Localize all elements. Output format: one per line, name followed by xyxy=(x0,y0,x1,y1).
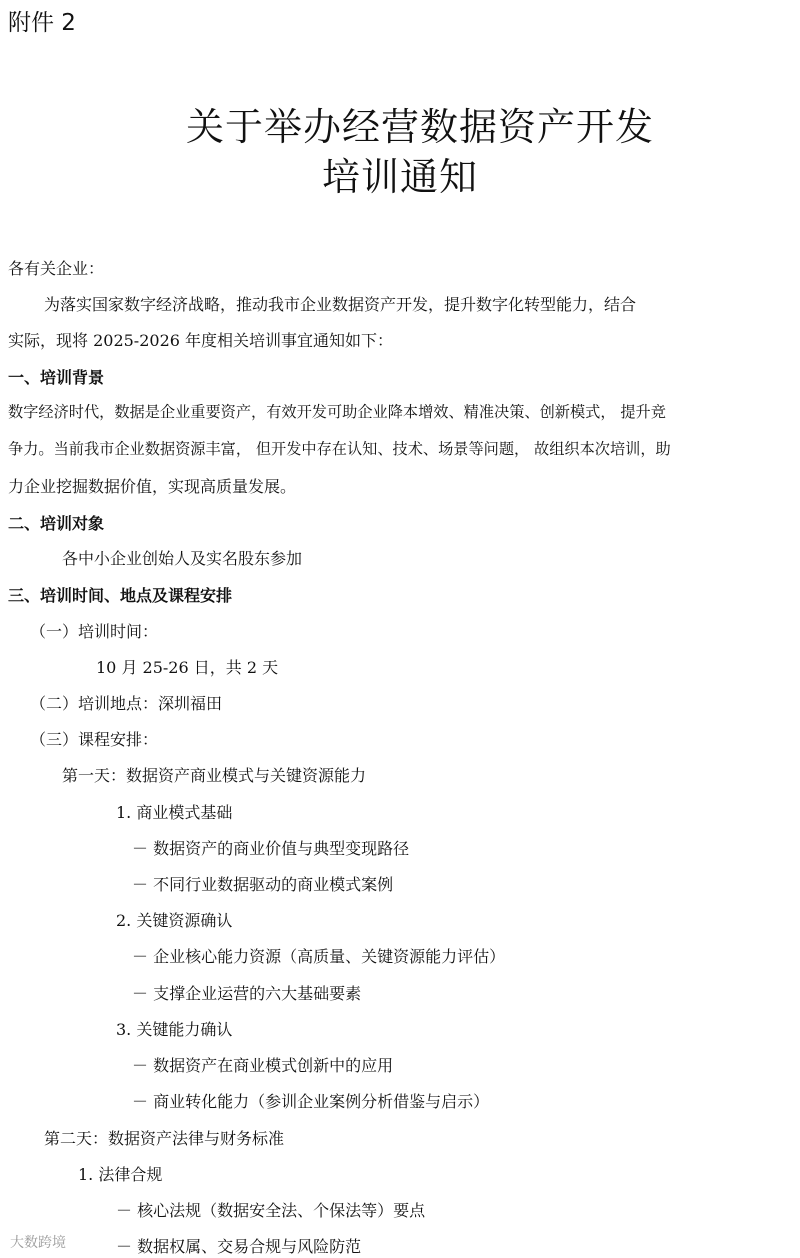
schedule-label: （三）课程安排： xyxy=(30,730,159,749)
watermark: 大数跨境 xyxy=(10,1235,66,1251)
day2-title: 第二天：数据资产法律与财务标准 xyxy=(44,1129,285,1148)
intro-line-2: 实际，现将 2025-2026 年度相关培训事宜通知如下： xyxy=(8,331,394,350)
section1-heading: 一、培训背景 xyxy=(8,368,105,387)
day1-item1: 1. 商业模式基础 xyxy=(116,803,233,822)
section1-line-2: 争力。当前我市企业数据资源丰富， 但开发中存在认知、技术、场景等问题， 故组织本次培训，助 xyxy=(8,440,671,458)
day1-title: 第一天：数据资产商业模式与关键资源能力 xyxy=(62,766,367,785)
day2-item1-point-b: － 数据权属、交易合规与风险防范 xyxy=(116,1237,362,1256)
attachment-label: 附件 2 xyxy=(8,10,76,36)
day1-item2-point-b: － 支撑企业运营的六大基础要素 xyxy=(132,984,362,1003)
section1-line-1: 数字经济时代，数据是企业重要资产，有效开发可助企业降本增效、精准决策、创新模式， 提升竞 xyxy=(8,403,666,421)
section1-line-3: 力企业挖掘数据价值，实现高质量发展。 xyxy=(8,477,297,496)
section3-heading: 三、培训时间、地点及课程安排 xyxy=(8,586,233,605)
section2-content: 各中小企业创始人及实名股东参加 xyxy=(62,549,303,568)
training-place: （二）培训地点：深圳福田 xyxy=(30,694,223,713)
day1-item3-point-a: － 数据资产在商业模式创新中的应用 xyxy=(132,1056,394,1075)
day1-item3-point-b: － 商业转化能力（参训企业案例分析借鉴与启示） xyxy=(132,1092,490,1111)
day2-item1-point-a: － 核心法规（数据安全法、个保法等）要点 xyxy=(116,1201,426,1220)
day1-item3: 3. 关键能力确认 xyxy=(116,1020,233,1039)
intro-line-1: 为落实国家数字经济战略，推动我市企业数据资产开发，提升数字化转型能力，结合 xyxy=(44,295,637,314)
day2-item1: 1. 法律合规 xyxy=(78,1165,163,1184)
day1-item2: 2. 关键资源确认 xyxy=(116,911,233,930)
day1-item2-point-a: － 企业核心能力资源（高质量、关键资源能力评估） xyxy=(132,947,506,966)
training-time-value: 10 月 25-26 日，共 2 天 xyxy=(96,658,279,677)
day1-item1-point-a: － 数据资产的商业价值与典型变现路径 xyxy=(132,839,410,858)
training-time-label: （一）培训时间： xyxy=(30,622,159,641)
salutation: 各有关企业： xyxy=(8,259,105,278)
document-title-line1: 关于举办经营数据资产开发 xyxy=(185,105,654,149)
day1-item1-point-b: － 不同行业数据驱动的商业模式案例 xyxy=(132,875,394,894)
document-title-line2: 培训通知 xyxy=(321,155,478,199)
section2-heading: 二、培训对象 xyxy=(8,514,105,533)
